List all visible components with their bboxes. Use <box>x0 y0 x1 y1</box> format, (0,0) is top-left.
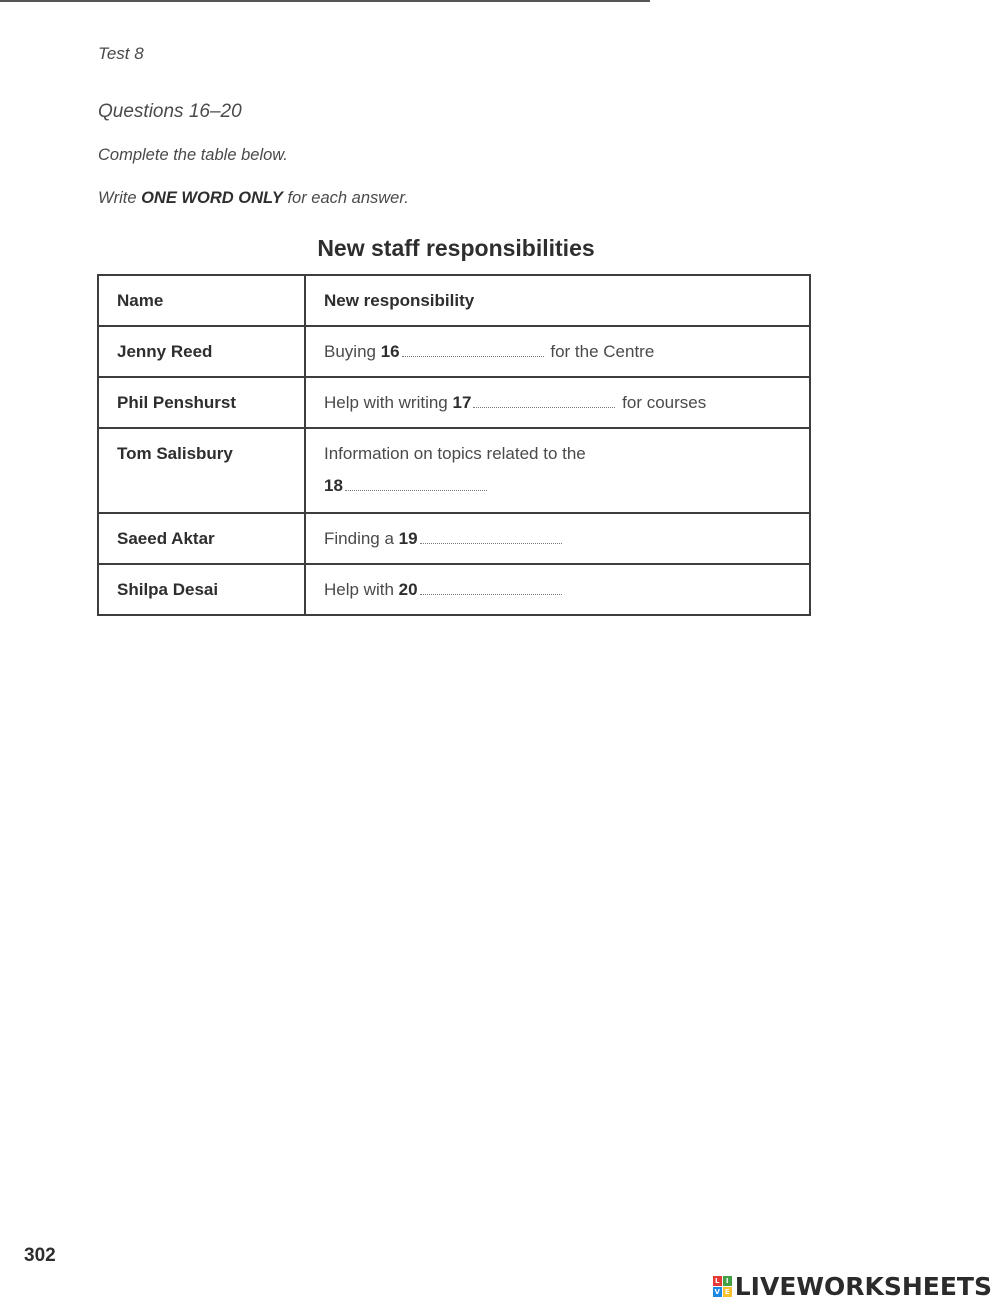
answer-gap-18[interactable] <box>345 490 487 491</box>
answer-gap-16[interactable] <box>402 356 544 357</box>
answer-gap-19[interactable] <box>420 543 562 544</box>
header-responsibility: New responsibility <box>305 275 810 326</box>
logo-letter: I <box>723 1276 732 1286</box>
answer-gap-17[interactable] <box>473 407 615 408</box>
answer-gap-20[interactable] <box>420 594 562 595</box>
brand-text: LIVEWORKSHEETS <box>734 1272 992 1301</box>
responsibility-cell <box>305 377 810 428</box>
question-number: 16 <box>380 342 400 361</box>
liveworksheets-brand[interactable] <box>713 1272 992 1301</box>
instruction-word-limit <box>98 189 409 208</box>
responsibility-cell <box>305 326 810 377</box>
logo-letter: E <box>723 1287 732 1297</box>
responsibilities-table <box>97 274 811 616</box>
responsibility-text: Help with <box>324 580 399 599</box>
question-number: 17 <box>452 393 472 412</box>
staff-name: Shilpa Desai <box>98 564 305 615</box>
staff-name: Saeed Aktar <box>98 513 305 564</box>
responsibility-text: for courses <box>617 393 707 412</box>
running-head: Test 8 <box>98 44 144 63</box>
staff-name: Phil Penshurst <box>98 377 305 428</box>
questions-heading: Questions 16–20 <box>98 101 242 122</box>
table-title: New staff responsibilities <box>317 235 595 261</box>
second-line <box>324 476 791 496</box>
responsibility-text: Help with writing <box>324 393 453 412</box>
responsibility-text: for the Centre <box>545 342 655 361</box>
responsibility-text: Finding a <box>324 529 399 548</box>
instruction-text: for each answer. <box>282 189 409 207</box>
instruction-complete-table: Complete the table below. <box>98 146 288 164</box>
table-row <box>98 377 810 428</box>
question-number: 19 <box>398 529 418 548</box>
responsibility-text: Buying <box>324 342 381 361</box>
table-row <box>98 428 810 513</box>
table-row <box>98 513 810 564</box>
table-row <box>98 326 810 377</box>
logo-letter: L <box>713 1276 722 1286</box>
instruction-emphasis: ONE WORD ONLY <box>141 189 283 207</box>
responsibility-cell <box>305 513 810 564</box>
question-number: 18 <box>324 476 343 495</box>
table-row <box>98 564 810 615</box>
liveworksheets-logo-icon <box>713 1276 732 1297</box>
logo-letter: V <box>714 1288 720 1296</box>
instruction-text: Write <box>98 189 142 207</box>
header-name: Name <box>98 275 305 326</box>
top-rule <box>0 0 650 2</box>
table-header-row <box>98 275 810 326</box>
staff-name: Tom Salisbury <box>98 428 305 513</box>
staff-name: Jenny Reed <box>98 326 305 377</box>
page-number: 302 <box>24 1245 56 1266</box>
responsibility-text: Information on topics related to the <box>324 444 586 463</box>
responsibility-cell <box>305 428 810 513</box>
question-number: 20 <box>398 580 418 599</box>
responsibility-cell <box>305 564 810 615</box>
